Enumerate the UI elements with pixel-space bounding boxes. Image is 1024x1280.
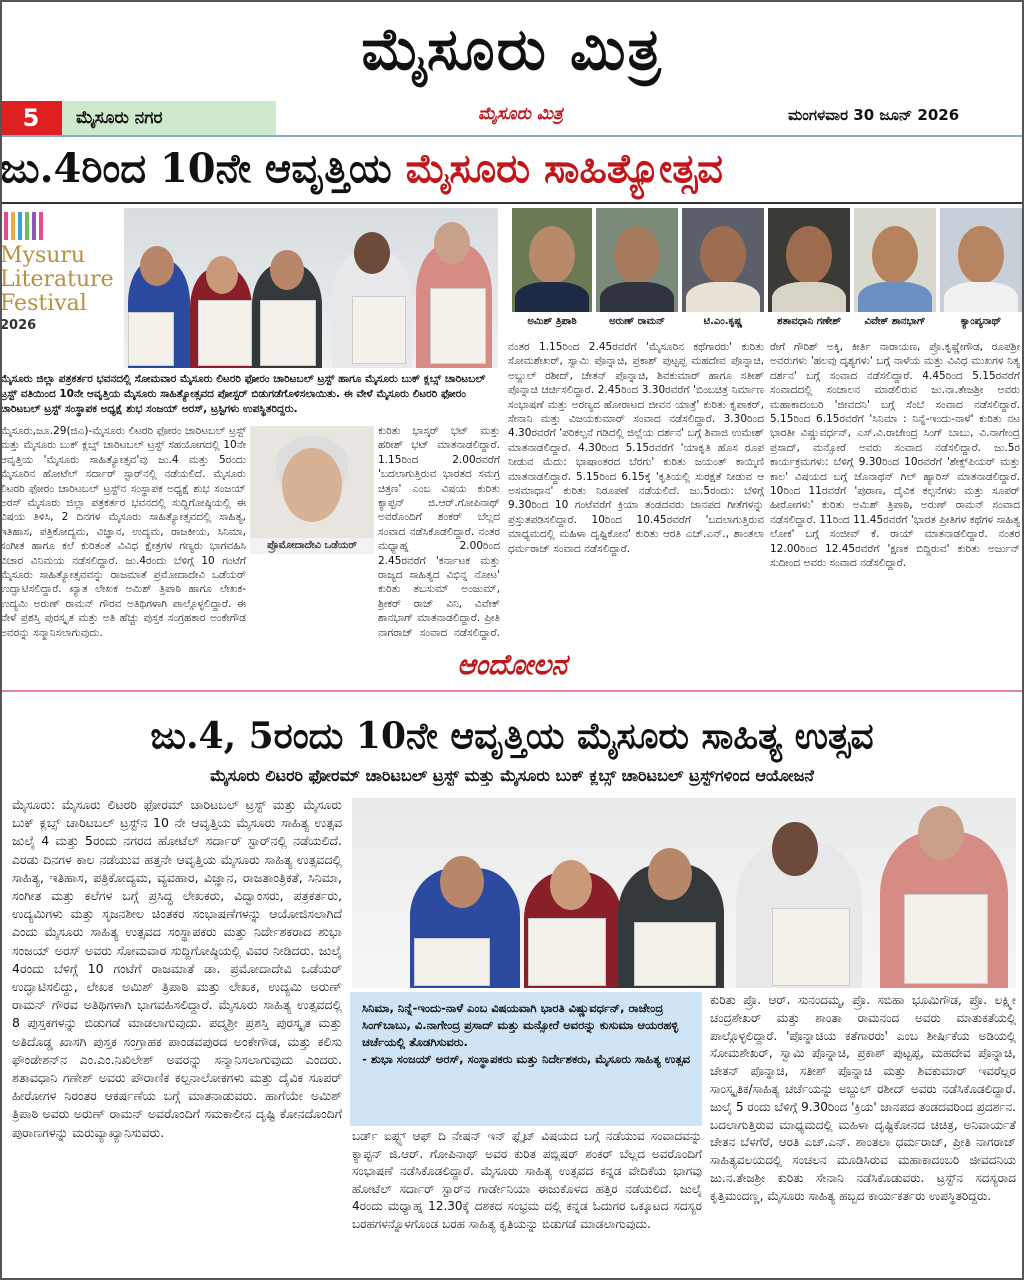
- festival-logo-line3: Festival: [0, 291, 87, 316]
- story2-subhead: ಮೈಸೂರು ಲಿಟರರಿ ಫೋರಮ್ ಚಾರಿಟಬಲ್ ಟ್ರಸ್ಟ್ ಮತ್ತು ಮೈಸೂರು ಬುಕ್ ಕ್ಲಬ್ಸ್ ಚಾರಿಟಬಲ್ ಟ್ರಸ್ಟ್‌ಗಳಿಂದ ಆಯೋಜನೆ: [210, 766, 814, 785]
- story1-column-3: ನಂತರ 1.15ರಿಂದ 2.45ರವರೆಗೆ 'ಮೈಸೂರಿನ ಕಥೆಗಾರರು' ಕುರಿತು ಸೋಮಶೇಖರ್, ಸ್ವಾಮಿ ಪೊನ್ನಾಚಿ, ಪ್ರಕಾಶ್ ಪುಟ್ಟಪ್ಪ ಮಹದೇವ ಪೊನ್ನಾಚಿ, ಅಬ್ದುಲ್ ರಶೀದ್, ಚೇತನ್ ಪೊನ್ನಾಚಿ, ಶಿವಕುಮಾರ್ ಹಾಗೂ ಸತೀಶ್ ಪೊನ್ನಾಚಿ ಚರ್ಚಿಸಲಿದ್ದಾರೆ. 2.45ರಿಂದ 3.30ರವರೆಗೆ 'ಬಿಂಬಚಿತ್ರ ನಿರ್ಮಾಣ ಸಂಭಾಷಣೆ ಮತ್ತು ಅರಣ್ಯದ ಹೋರಾಟದ ಜೀವನ ಯಾತ್ರೆ' ಕುರಿತು ಕೃಪಾಕರ್, ಸೇನಾನಿ ಮತ್ತು ವಿಜಯಕುಮಾರ್ ಸಂವಾದ ನಡೆಸಲಿದ್ದಾರೆ. 3.30ರಿಂದ 4.30ರವರೆಗೆ 'ಪರಿಕಲ್ಪನೆ ಗಡಿದಲ್ಲಿ ಜಿಲ್ಲೆಯ ದರ್ಶನ' ಬಗ್ಗೆ ಶಿವಾಜಿ ಉಮೇಶ್ ಮಾತನಾಡಲಿದ್ದಾರೆ. 4.30ರಿಂದ 5.15ರವರೆಗೆ 'ಯಾಕೃತಿ ಹೊಸ ರೂಪ ನೀಡುವ ಮೆದು: ಭಾಷಾಂತರದ ಬೆರಗು' ಕುರಿತು ಜಯಂತ್ ಕಾಯ್ಕಿಣಿ ಮಾತನಾಡಲಿದ್ದಾರೆ. 5.15ರಿಂದ 6.15ಕ್ಕೆ 'ಕೃತಿಯಲ್ಲಿ ಸುರಕ್ಷತೆ ನೀಡುವ ಆ ಅಸಮಾಧಾನ' ಕುರಿತು ನಿರೂಪಣೆ ನಡೆಯಲಿದೆ. ಜು.5ರಂದು: ಬೆಳಿಗ್ಗೆ 9.30ರಿಂದ 10 ಗಂಟೆವರೆಗೆ ಕ್ರಿಯಾ ತಂಡದವರು ಜಾನಪದ ಗೀತೆಗಳನ್ನು ಪ್ರಸ್ತುತಪಡಿಸಲಿದ್ದಾರೆ. 10ರಿಂದ 10.45ರವರೆಗೆ 'ಬದಲಾಗುತ್ತಿರುವ ಮಾಧ್ಯಮದಲ್ಲಿ ಮಹಿಳಾ ದೃಷ್ಟಿಕೋನ' ಕುರಿತು ಆರತಿ ಎಚ್.ಎನ್., ಶಾಂತಲಾ ಧರ್ಮರಾಜ್ ಸಂವಾದ ನಡೆಸಲಿದ್ದಾರೆ.: [508, 341, 764, 555]
- story2-quote-text: ಸಿನಿಮಾ, ನಿನ್ನೆ-ಇಂದು-ನಾಳೆ ಎಂಬ ವಿಷಯವಾಗಿ ಭಾರತಿ ವಿಷ್ಣುವರ್ಧನ್, ರಾಜೇಂದ್ರ ಸಿಂಗ್‌ಬಾಬು, ವಿ.ನಾಗೇಂದ್ರ ಪ್ರಸಾದ್ ಮತ್ತು ಮನ್ಸೋರೆ ಅವರನ್ನು ಕುಸುಮಾ ಆಯರಹಳ್ಳಿ ಚರ್ಚೆಯಲ್ಲಿ ತೊಡಗಿಸುವರು.: [362, 1001, 679, 1049]
- speaker-name-6: ಕ್ಯಾಂಪ್ಯನಾಥ್: [960, 316, 1002, 327]
- andolana-logo: ಆಂದೋಲನ: [457, 648, 567, 681]
- story2-column-2: ಬರ್ಡ್ ಐಪ್ಟ್ಸ್ ಆಫ್ ದಿ ನೇಷನ್ ಇನ್ ಫ್ಲೈಟ್ ವಿಷಯದ ಬಗ್ಗೆ ನಡೆಯುವ ಸಂವಾದವನ್ನು ಕ್ಯಾಪ್ಟನ್ ಜಿ.ಆರ್. ಗೋಪಿನಾಥ್ ಅವರ ಕುರಿತ ಪಬ್ಲಿಷರ್ ಶಂಕರ್ ಬೆಲ್ಲದ ಅವರೊಂದಿಗೆ ಸಂಭಾಷಣೆ ನಡೆಸಿಕೊಡಲಿದ್ದಾರೆ. ಮೈಸೂರು ಸಾಹಿತ್ಯ ಉತ್ಸವದ ಕನ್ನಡ ವೇದಿಕೆಯ ಭಾಗವು ಹೋಟೆಲ್ ಸರ್ದಾರ್ ಸ್ಟಾರ್‌ನ ಗಾರ್ಡೇನಿಯಾ ಈಜುಕೊಳದ ಹತ್ತಿರ ನಡೆಯಲಿದೆ. ಜುಲೈ 4ರಂದು ಮಧ್ಯಾಹ್ನ 12.30ಕ್ಕೆ ದಶಕದ ಸಂಭ್ರಮ ದಲ್ಲಿ ಕನ್ನಡ ಓದುಗರ ಒಕ್ಕೂಟದ ಸದಸ್ಯರ ಬರಹಗಳನ್ನೊಳಗೊಂಡ ಬರಹ ಸಾಹಿತ್ಯ ಕೃತಿಯನ್ನು ಬಿಡುಗಡೆ ಮಾಡಲಾಗುವುದು.: [352, 1129, 702, 1231]
- story1-headline-part2: ಮೈಸೂರು ಸಾಹಿತ್ಯೋತ್ಸವ: [405, 145, 723, 192]
- festival-logo-line1: Mysuru: [0, 243, 86, 268]
- speaker-name-4: ಶತಾವಧಾನಿ ಗಣೇಶ್: [776, 316, 842, 327]
- story1-headline-part1: ಜು.4ರಿಂದ 10ನೇ ಆವೃತ್ತಿಯ: [0, 145, 392, 192]
- festival-logo-year: 2026: [0, 318, 37, 333]
- section-label: ಮೈಸೂರು ನಗರ: [62, 101, 276, 135]
- mini-logo: ಮೈಸೂರು ಮಿತ್ರ: [478, 104, 563, 124]
- story2-quote-attribution: - ಶುಭಾ ಸಂಜಯ್ ಅರಸ್, ಸಂಸ್ಥಾಪಕರು ಮತ್ತು ನಿರ್ದೇಶಕರು, ಮೈಸೂರು ಸಾಹಿತ್ಯ ಉತ್ಸವ: [362, 1052, 690, 1066]
- speaker-name-1: ಅಮಿಶ್ ತ್ರಿಪಾಠಿ: [527, 316, 577, 327]
- story1-photo-caption: ಮೈಸೂರು ಜಿಲ್ಲಾ ಪತ್ರಕರ್ತರ ಭವನದಲ್ಲಿ ಸೋಮವಾರ ಮೈಸೂರು ಲಿಟರರಿ ಫೋರಂ ಚಾರಿಟಬಲ್ ಟ್ರಸ್ಟ್ ಹಾಗೂ ಮೈಸೂರು ಬುಕ್ ಕ್ಲಬ್ಸ್ ಚಾರಿಟಬಲ್ ಟ್ರಸ್ಟ್ ವತಿಯಿಂದ 10ನೇ ಆವೃತ್ತಿಯ ಮೈಸೂರು ಸಾಹಿತ್ಯೋತ್ಸವದ ಪೋಸ್ಟರ್ ಬಿಡುಗಡೆಗೊಳಿಸಲಾಯಿತು. ಈ ವೇಳೆ ಮೈಸೂರು ಲಿಟರರಿ ಫೋರಂ ಚಾರಿಟಬಲ್ ಟ್ರಸ್ಟ್ ಸಂಸ್ಥಾಪಕ ಅಧ್ಯಕ್ಷೆ ಶುಭ ಸಂಜಯ್ ಅರಸ್, ಟ್ರಸ್ಟಿಗಳು ಉಪಸ್ಥಿತರಿದ್ದರು.: [0, 373, 486, 415]
- masthead-title: ಮೈಸೂರು ಮಿತ್ರ: [361, 14, 663, 83]
- issue-date: ಮಂಗಳವಾರ 30 ಜೂನ್ 2026: [788, 106, 960, 124]
- story2-column-1: ಮೈಸೂರು: ಮೈಸೂರು ಲಿಟರರಿ ಫೋರಮ್ ಚಾರಿಟಬಲ್ ಟ್ರಸ್ಟ್ ಮತ್ತು ಮೈಸೂರು ಬುಕ್ ಕ್ಲಬ್ಸ್ ಚಾರಿಟಬಲ್ ಟ್ರಸ್ಟ್‌ನ 10 ನೇ ಆವೃತ್ತಿಯ ಮೈಸೂರು ಸಾಹಿತ್ಯ ಉತ್ಸವ ಜುಲೈ 4 ಮತ್ತು 5ರಂದು ನಗರದ ಹೋಟೆಲ್ ಸರ್ದಾರ್ ಸ್ಟಾರ್‌ನಲ್ಲಿ ನಡೆಯಲಿದೆ. ಎರಡು ದಿನಗಳ ಕಾಲ ನಡೆಯುವ ಹತ್ತನೇ ಆವೃತ್ತಿಯ ಮೈಸೂರು ಸಾಹಿತ್ಯ ಉತ್ಸವದಲ್ಲಿ ಸಾಹಿತ್ಯ, ಇತಿಹಾಸ, ಪತ್ರಿಕೋದ್ಯಮ, ವ್ಯವಹಾರ, ವಿಜ್ಞಾನ, ರಾಜತಾಂತ್ರಿಕತೆ, ಸಿನಿಮಾ, ಸಂಗೀತ ಮತ್ತು ಕಲೆಗಳ ಬಗ್ಗೆ ಪ್ರಸಿದ್ಧ ಲೇಖಕರು, ವಿದ್ವಾಂಸರು, ಪತ್ರಕರ್ತರು, ಉದ್ಯಮಿಗಳು ಮತ್ತು ಸೃಜನಶೀಲ ಚಿಂತಕರ ಸಂಭಾಷಣೆಗಳನ್ನು ಆಯೋಜಿಸಲಾಗಿದೆ ಎಂದು ಮೈಸೂರು ಸಾಹಿತ್ಯ ಉತ್ಸವದ ಸಂಸ್ಥಾಪಕರು ಮತ್ತು ನಿರ್ದೇಶಕರಾದ ಶುಭಾ ಸಂಜಯ್ ಅರಸ್ ಅವರು ಸೋಮವಾರ ಸುದ್ದಿಗೋಷ್ಠಿಯಲ್ಲಿ ವಿವರ ನೀಡಿದರು. ಜುಲೈ 4ರಂದು ಬೆಳಿಗ್ಗೆ 10 ಗಂಟೆಗೆ ರಾಜಮಾತೆ ಡಾ. ಪ್ರಮೋದಾದೇವಿ ಒಡೆಯರ್ ಉದ್ಘಾಟಿಸಲಿದ್ದು, ಲೇಖಕ ಅಮಿಶ್ ತ್ರಿಪಾಠಿ ಮತ್ತು ಲೇಖಕ, ಉದ್ಯಮಿ ಅರುಣ್ ರಾಮನ್ ಗೌರವ ಅತಿಥಿಗಳಾಗಿ ಭಾಗವಹಿಸಲಿದ್ದಾರೆ. ಮೈಸೂರು ಸಾಹಿತ್ಯ ಉತ್ಸವದಲ್ಲಿ 8 ಪುಸ್ತಕಗಳನ್ನು ಬಿಡುಗಡೆ ಮಾಡಲಾಗುವುದು. ಪದ್ಮಶ್ರೀ ಪ್ರಶಸ್ತಿ ಪುರಸ್ಕೃತ ಮತ್ತು ಅತಿದೊಡ್ಡ ಖಾಸಗಿ ಪುಸ್ತಕ ಸಂಗ್ರಾಹಕ ಪಾಂಡವಪುರದ ಅಂಕೇಗೌಡ, ಮತ್ತು ಕಲಿಸು ಫೌಂಡೇಶನ್‌ನ ಎಂ.ಎಂ.ನಿಖಿಲೇಶ್ ಅವರನ್ನು ಸನ್ಮಾನಿಸಲಾಗುವುದು ಎಂದರು. ಶತಾವಧಾನಿ ಗಣೇಶ್ ಅವರು ಪೌರಾಣಿಕ ಕಲ್ಪನಾಲೋಕಗಳು ಮತ್ತು ದೈವಿಕ ಸೂಪರ್ ಹೀರೋಗಳ ನಿರಂತರ ಆಕರ್ಷಣೆಯ ಬಗ್ಗೆ ಮಾತನಾಡುವರು. ಹಾಗೆಯೇ ಅಮಿಶ್ ತ್ರಿಪಾಠಿ ಅವರು ಅರುಣ್ ರಾಮನ್ ಅವರೊಂದಿಗೆ ಸಮಕಾಲೀನ ದೃಷ್ಟಿ ಕೋನದೊಂದಿಗೆ ಪುರಾಣಗಳನ್ನು ಮರುವ್ಯಾಖ್ಯಾನಿಸುವರು.: [12, 797, 342, 1140]
- festival-logo-line2: Literature: [0, 267, 114, 292]
- story1-column-4: ರೇಗೆ ಗೌರಿಶ್ ಅಕ್ಕಿ, ಕೀರ್ತಿ ನಾರಾಯಣ, ಪ್ರೊ.ಕೃಷ್ಣೇಗೌಡ, ರೂಪಶ್ರೀ ಅವರುಗಳು 'ಹಲವು ದೃಶ್ಯಗಳು' ಬಗ್ಗೆ ನಾಳೆಯ ಮತ್ತು ವಿವಿಧ ಮುಖಗಳ ನಿತ್ಯ ದರ್ಶನ' ಬಗ್ಗೆ ಸಂವಾದ ನಡೆಸಲಿದ್ದಾರೆ. 4.45ರಿಂದ 5.15ರವರೆಗೆ ಸಂವಾದದಲ್ಲಿ ಸಂಚಾಲನ ಮಾಡಲಿರುವ ಜು.ನಾ.ತೇಜಶ್ರೀ ಅವರು ಮಹಾಕಾದಂಬರಿ 'ಜೀವದನಿ' ಬಗ್ಗೆ ಸೆಂಬೆ ಸಂವಾದ ನಡೆಸಲಿದ್ದಾರೆ. 5.15ರಿಂದ 6.15ರವರೆಗೆ 'ಸಿನಿಮಾ : ನಿನ್ನೆ-ಇಂದು-ನಾಳೆ' ಕುರಿತು ನಟ ಭಾರತೀ ವಿಷ್ಣುವರ್ಧನ್, ಎಸ್.ವಿ.ರಾಜೇಂದ್ರ ಸಿಂಗ್ ಬಾಬು, ವಿ.ನಾಗೇಂದ್ರ ಪ್ರಸಾದ್, ಮನ್ಸೋರೆ ಅವರು ಸಂವಾದ ನಡೆಸಲಿದ್ದಾರೆ. ಜು.5ರ ಕಾರ್ಯಕ್ರಮಗಳು: ಬೆಳಿಗ್ಗೆ 9.30ರಿಂದ 10ರವರೆಗೆ 'ಶೇಕ್ಸ್‌ಪಿಯರ್ ಮತ್ತು ಕಾಲ' ವಿಷಯದ ಬಗ್ಗೆ ಜೊನಾಥನ್ ಗಿಲ್ ಹ್ಯಾರಿಸ್ ಮಾತನಾಡಲಿದ್ದಾರೆ. 10ರಿಂದ 11ರವರೆಗೆ 'ಪುರಾಣ, ದೈವಿಕ ಕಲ್ಪನೆಗಳು ಮತ್ತು ಸೂಪರ್ ಹೀರೋಗಳು' ಕುರಿತು ಅಮಿಶ್ ತ್ರಿಪಾಠಿ, ಅರುಣ್ ರಾಮನ್ ಸಂವಾದ ನಡೆಸಲಿದ್ದಾರೆ. 11ರಿಂದ 11.45ರವರೆಗೆ 'ಭಾರತ ಪ್ರೀತಿಗಳ ಕಥೆಗಳ ಸಾಹಿತ್ಯ ಲೋಕ' ಬಗ್ಗೆ ಸಂಜೀವ್ ಕೆ. ರಾಯ್ ಮಾತನಾಡಲಿದ್ದಾರೆ. ನಂತರ 12.00ರಿಂದ 12.45ರವರೆಗೆ 'ಕ್ಷಣಕ ಬಿದ್ದಿರುವ' ಕುರಿತು ಅರ್ಜುನ್ ಸುದೀಂದ ಅವರು ಸಂವಾದ ನಡೆಸಲಿದ್ದಾರೆ.: [770, 341, 1020, 570]
- speaker-name-2: ಅರುಣ್ ರಾಮನ್: [609, 316, 665, 327]
- story1-column-1: ಮೈಸೂರು,ಜೂ.29(ಜಿಎ)-ಮೈಸೂರು ಲಿಟರರಿ ಫೋರಂ ಚಾರಿಟಬಲ್ ಟ್ರಸ್ಟ್ ಮತ್ತು ಮೈಸೂರು ಬುಕ್ ಕ್ಲಬ್ಸ್ ಚಾರಿಟಬಲ್ ಟ್ರಸ್ಟ್ ಸಹಯೋಗದಲ್ಲಿ 10ನೇ ಆವೃತ್ತಿಯ 'ಮೈಸೂರು ಸಾಹಿತ್ಯೋತ್ಸವ'ವು ಜು.4 ಮತ್ತು 5ರಂದು ಮೈಸೂರಿನ ಹೋಟೆಲ್ ಸರ್ದಾರ್ ಸ್ಟಾರ್‌ನಲ್ಲಿ ನಡೆಯಲಿದೆ. ಮೈಸೂರು ಲಿಟರರಿ ಫೋರಂ ಚಾರಿಟಬಲ್ ಟ್ರಸ್ಟ್‌ನ ಸಂಸ್ಥಾಪಕ ಅಧ್ಯಕ್ಷೆ ಶುಭ ಸಂಜಯ್ ಅರಸ್ ಮೈಸೂರು ಜಿಲ್ಲಾ ಪತ್ರಕರ್ತರ ಭವನದಲ್ಲಿ ಸುದ್ದಿಗೋಷ್ಠಿಯಲ್ಲಿ ಈ ವಿಷಯ ತಿಳಿಸಿ, 2 ದಿನಗಳ ಮೈಸೂರು ಸಾಹಿತ್ಯೋತ್ಸವದಲ್ಲಿ ಸಾಹಿತ್ಯ, ಇತಿಹಾಸ, ಪತ್ರಿಕೋದ್ಯಮ, ವಿಜ್ಞಾನ, ಉದ್ಯಮ, ರಾಜಕೀಯ, ಸಿನಿಮಾ, ಸಂಗೀತ ಹಾಗೂ ಕಲೆ ಕುರಿತಂತೆ ವಿವಿಧ ಕ್ಷೇತ್ರಗಳ ಗಣ್ಯರು ಭಾಗವಹಿಸಿ ವಿಚಾರ ವಿನಿಮಯ ನಡೆಸಲಿದ್ದಾರೆ. ಜು.4ರಂದು ಬೆಳಿಗ್ಗೆ 10 ಗಂಟೆಗೆ ಮೈಸೂರು ಸಾಹಿತ್ಯೋತ್ಸವವನ್ನು ರಾಜಮಾತೆ ಪ್ರಮೋದಾದೇವಿ ಒಡೆಯರ್ ಉದ್ಘಾಟಿಸಲಿದ್ದಾರೆ. ಖ್ಯಾತ ಲೇಖಕ ಅಮಿಶ್ ತ್ರಿಪಾಠಿ ಹಾಗೂ ಲೇಖಕ-ಉದ್ಯಮಿ ಅರುಣ್ ರಾಮನ್ ಗೌರವ ಅತಿಥಿಗಳಾಗಿ ಪಾಲ್ಗೊಳ್ಳಲಿದ್ದಾರೆ. ಈ ವೇಳೆ ಪ್ರಶಸ್ತಿ ಪುರಸ್ಕೃತ ಮತ್ತು ಅತಿ ಹೆಚ್ಚು ಪುಸ್ತಕ ಸಂಗ್ರಹಕಾರ ಅಂಕೇಗೌಡ ಅವರನ್ನು ಸನ್ಮಾನಿಸಲಾಗುವುದು.: [0, 425, 246, 639]
- story1-inset-caption: ಪ್ರೊಮೋದಾದೇವಿ ಒಡೆಯರ್: [250, 538, 374, 554]
- story2-column-3: ಕುರಿತು ಪ್ರೊ. ಆರ್. ಸುನಂದಮ್ಮ, ಪ್ರೊ. ಸಬಿಹಾ ಭೂಮಿಗೌಡ, ಪ್ರೊ. ಲಕ್ಷ್ಮೀ ಚಂದ್ರಶೇಖರ್ ಮತ್ತು ಶಾಂತಾ ರಾಮನಂದ ಅವರು ಮಾತುಕತೆಯಲ್ಲಿ ಪಾಲ್ಗೊಳ್ಳಲಿದ್ದಾರೆ. 'ಪೊನ್ನಾಚಿಯ ಕತೆಗಾರರು' ಎಂಬ ಶೀರ್ಷಿಕೆಯ ಅಡಿಯಲ್ಲಿ ಸೋಮಶೇಖರ್, ಸ್ವಾಮಿ ಪೊನ್ನಾಚಿ, ಪ್ರಕಾಶ್ ಪುಟ್ಟಪ್ಪ, ಮಹದೇವ ಪೊನ್ನಾಚಿ, ಚೇತನ್ ಪೊನ್ನಾಚಿ, ಸತೀಶ್ ಪೊನ್ನಾಚಿ ಮತ್ತು ಶಿವಕುಮಾರ್ ಇವರೆಲ್ಲರ ಸಾಂಸ್ಕೃತಿಕ/ಸಾಹಿತ್ಯ ಚರ್ಚೆಯನ್ನು ಅಬ್ದುಲ್ ರಶೀದ್ ಅವರು ನಡೆಸಿಕೊಡಲಿದ್ದಾರೆ. ಜುಲೈ 5 ರಂದು ಬೆಳಿಗ್ಗೆ 9.30ರಿಂದ 'ಕ್ರಿಯ' ಜಾನಪದ ತಂಡದವರಿಂದ ಪ್ರದರ್ಶನ. ಬದಲಾಗುತ್ತಿರುವ ಮಾಧ್ಯಮದಲ್ಲಿ ಮಹಿಳಾ ದೃಷ್ಟಿಕೋನದ ಚಿಚಿತ್ರ, ಅನಿವಾರ್ಯತೆ ಚೇತನ ಬೆಳಗೆರೆ, ಆರತಿ ಎಚ್.ಎನ್. ಶಾಂತಲಾ ಧರ್ಮರಾಜ್, ಪ್ರೀತಿ ನಾಗರಾಜ್ ಸಾಹಿತ್ಯವಲಯದಲ್ಲಿ ಸಂಚಲನ ಮೂಡಿಸಿರುವ ಮಹಾಕಾದಂಬರಿ ಜೀವದನಿಯ ಜು.ನ.ತೇಜಶ್ರೀ ಕುರಿತು ಸೇನಾನಿ ನಡೆಸಿಕೊಡುವರು. ಟ್ರಸ್ಟ್‌ನ ಸದಸ್ಯರಾದ ಕೃತ್ತಿಮಂದಣ್ಣ, ಮೈಸೂರು ಸಾಹಿತ್ಯ ಹಬ್ಬದ ಕಾರ್ಯಕರ್ತರು ಉಪಸ್ಥಿತರಿದ್ದರು.: [710, 993, 1016, 1203]
- story2-headline: ಜು.4, 5ರಂದು 10ನೇ ಆವೃತ್ತಿಯ ಮೈಸೂರು ಸಾಹಿತ್ಯ ಉತ್ಸವ: [150, 715, 874, 757]
- page-number: 5: [0, 101, 62, 135]
- story1-column-2: ಕುರಿತು ಭಾಸ್ಕರ್ ಭಟ್ ಮತ್ತು ಹರೀಶ್ ಭಟ್ ಮಾತನಾಡಲಿದ್ದಾರೆ. 1.15ರಿಂದ 2.00ರವರೆಗೆ 'ಬದಲಾಗುತ್ತಿರುವ ಭಾರತದ ಸಮಗ್ರ ಚಿತ್ರಣ' ಎಂಬ ವಿಷಯ ಕುರಿತು ಕ್ಯಾಪ್ಟನ್ ಜಿ.ಆರ್.ಗೋಪಿನಾಥ್ ಅವರೊಂದಿಗೆ ಶಂಕರ್ ಬೆಲ್ಲದ ಸಂವಾದ ನಡೆಸಿಕೊಡಲಿದ್ದಾರೆ. ನಂತರ ಮಧ್ಯಾಹ್ನ 2.00ರಿಂದ 2.45ರವರೆಗೆ 'ಕರ್ನಾಟಕ ಮತ್ತು ರಾಜ್ಯದ ಸಾಹಿತ್ಯದ ವಿಭಿನ್ನ ನೋಟ' ಕುರಿತು ತಬಸುಮ್ ಅಂಜುಮ್, ಶ್ರೀಕರ್ ರಾಜ್ ವಿನಿ, ವಿವೇಕ್ ಶಾನಭಾಗ್ ಮಾತನಾಡಲಿದ್ದಾರೆ. ಪ್ರೀತಿ ನಾಗರಾಜ್ ಸಂವಾದ ನಡೆಸಲಿದ್ದಾರೆ.: [378, 425, 500, 639]
- speaker-name-3: ಟಿ.ಎಂ.ಕೃಷ್ಣ: [703, 316, 743, 327]
- speaker-name-5: ವಿವೇಕ್ ಶಾನಭಾಗ್: [864, 316, 926, 327]
